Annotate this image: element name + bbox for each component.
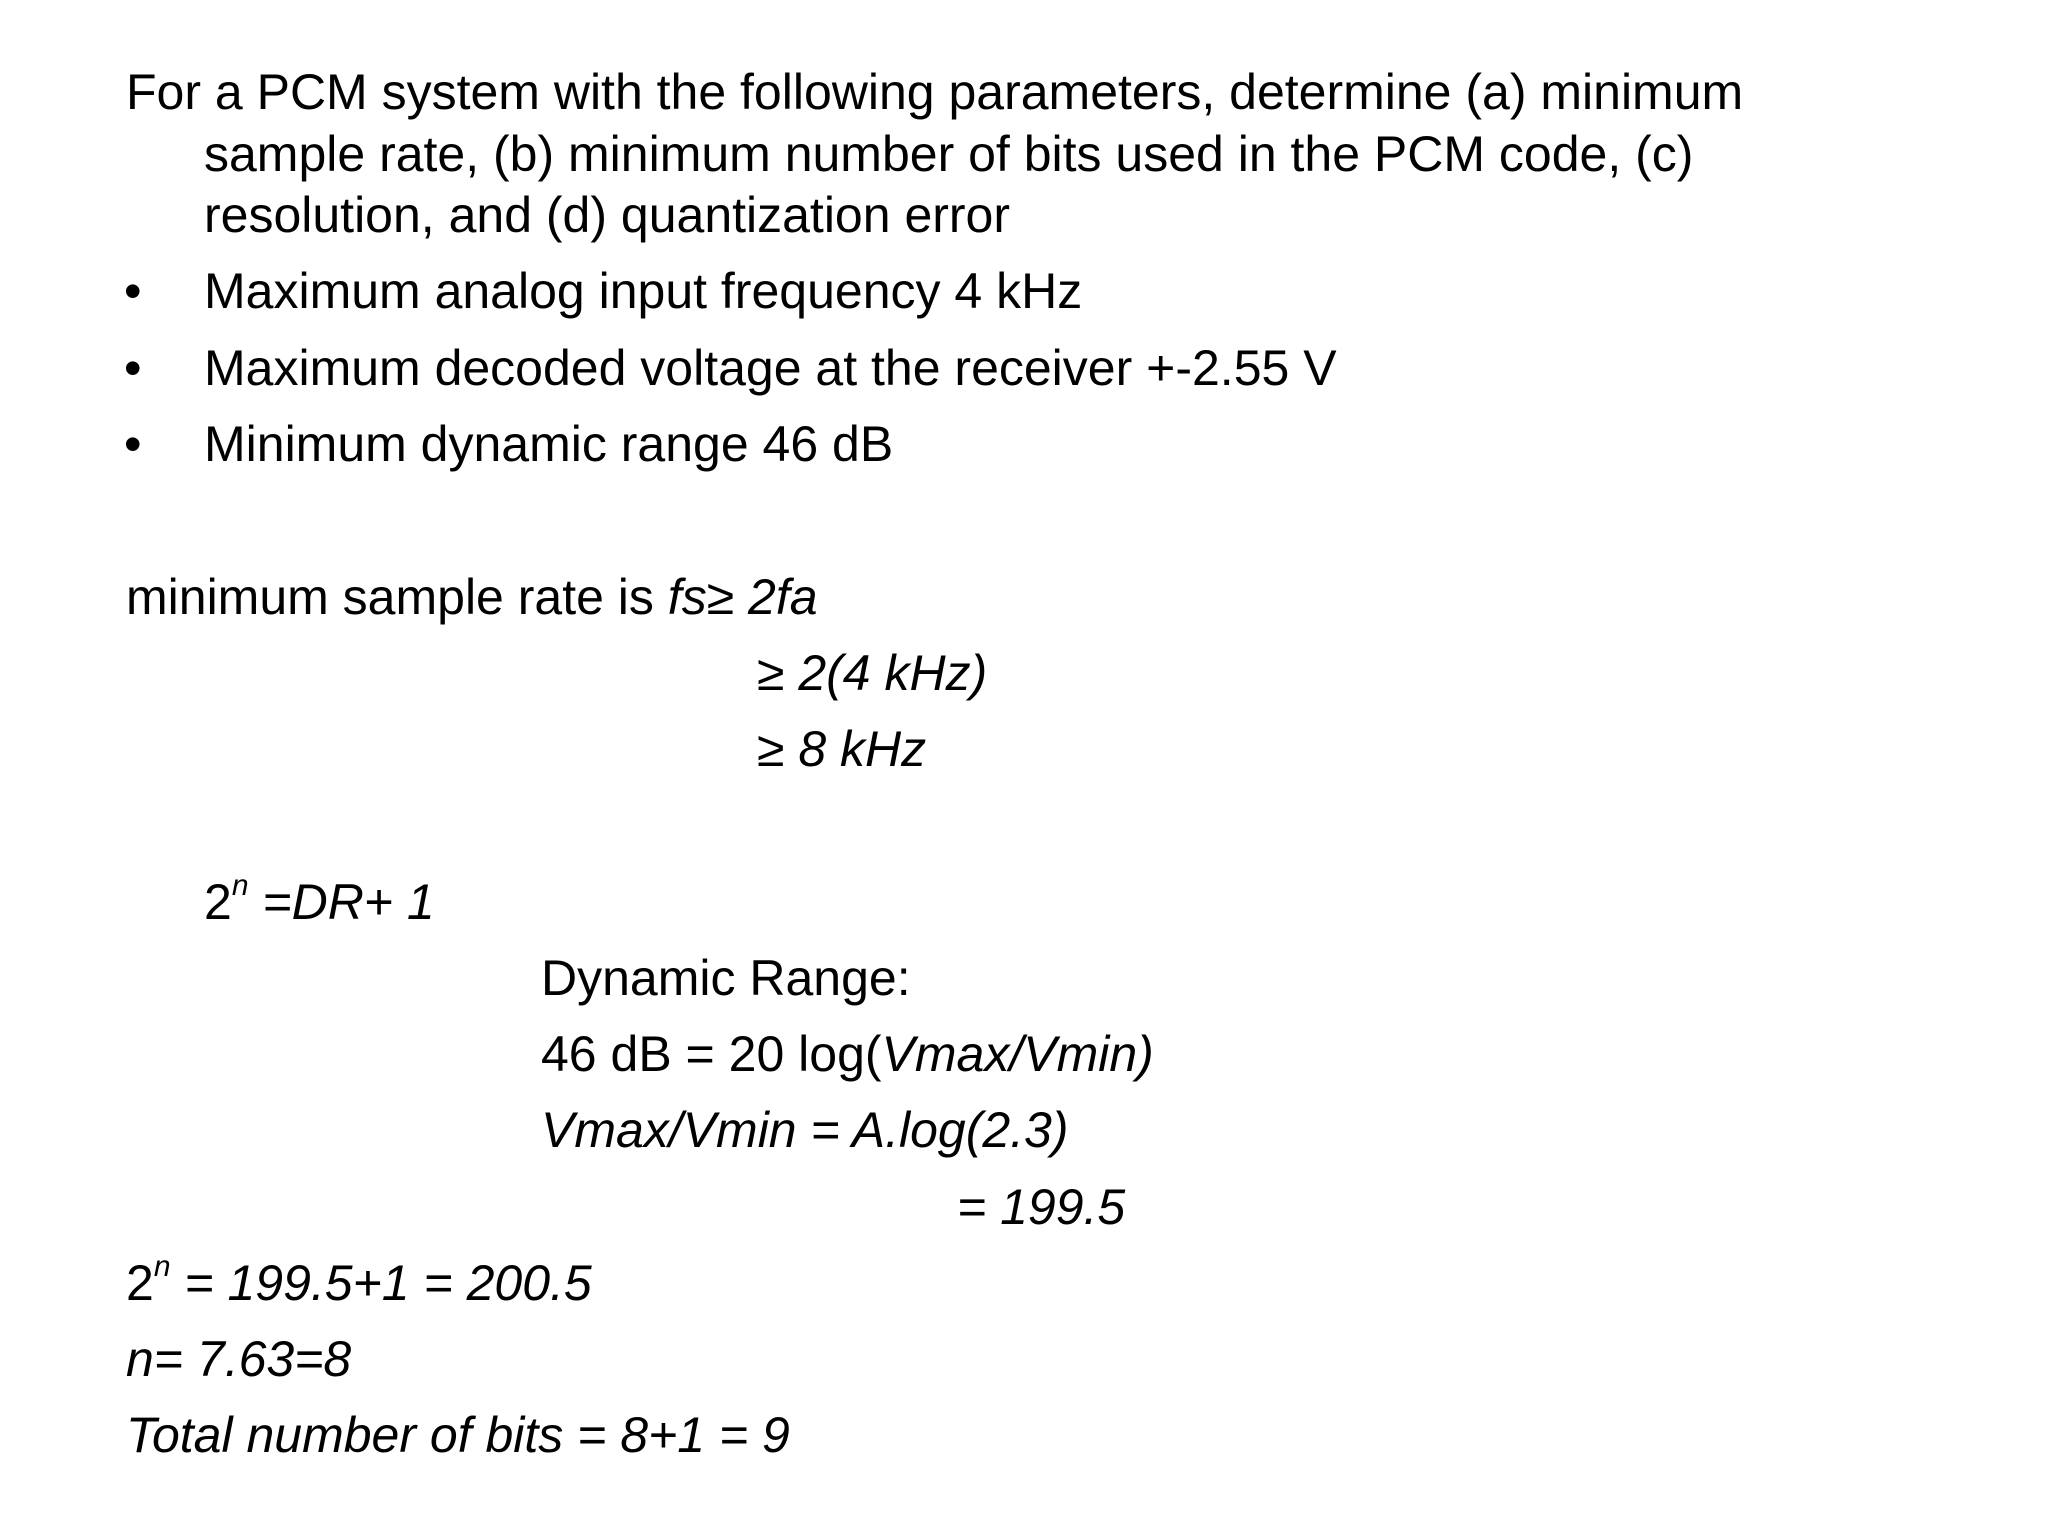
sample-rate-step-1: ≥ 2(4 kHz) — [757, 645, 988, 701]
bullet-item-frequency: Maximum analog input frequency 4 kHz — [204, 263, 1083, 319]
bullet-icon: • — [124, 416, 142, 472]
bits-formula-base: 2 — [204, 874, 232, 930]
dynamic-range-equation-1-plain: 46 dB = 20 log( — [541, 1026, 882, 1082]
result-line-1 — [126, 1250, 592, 1313]
bits-formula-rest: =DR+ 1 — [248, 874, 435, 930]
bullet-icon: • — [124, 340, 142, 396]
dynamic-range-equation-2: Vmax/Vmin = A.log(2.3) — [541, 1102, 1069, 1158]
result-exponent: n — [153, 1250, 171, 1284]
dynamic-range-heading: Dynamic Range: — [541, 950, 911, 1006]
dynamic-range-equation-1-italic: Vmax/Vmin) — [881, 1026, 1154, 1082]
result-base: 2 — [126, 1255, 154, 1311]
sample-rate-line — [126, 567, 818, 627]
bits-formula-exponent: n — [231, 869, 249, 903]
sample-rate-formula: fs≥ 2fa — [667, 569, 818, 625]
bullet-item-voltage: Maximum decoded voltage at the receiver +-2.55 V — [204, 340, 1337, 396]
sample-rate-prefix: minimum sample rate is — [126, 569, 668, 625]
bullet-icon: • — [124, 263, 142, 319]
sample-rate-step-2: ≥ 8 kHz — [757, 721, 927, 777]
problem-line-1: For a PCM system with the following parameters, determine (a) minimum — [126, 64, 1744, 120]
result-line-1-rest: = 199.5+1 = 200.5 — [170, 1255, 592, 1311]
bullet-item-dynamic-range: Minimum dynamic range 46 dB — [204, 416, 894, 472]
problem-line-2: sample rate, (b) minimum number of bits used in the PCM code, (c) — [204, 126, 1694, 182]
result-line-2: n= 7.63=8 — [126, 1331, 352, 1387]
dynamic-range-equation-1 — [541, 1024, 1154, 1084]
bits-formula — [204, 869, 435, 932]
result-line-3: Total number of bits = 8+1 = 9 — [126, 1407, 790, 1463]
problem-line-3: resolution, and (d) quantization error — [204, 187, 1011, 243]
dynamic-range-equation-3: = 199.5 — [957, 1179, 1126, 1235]
